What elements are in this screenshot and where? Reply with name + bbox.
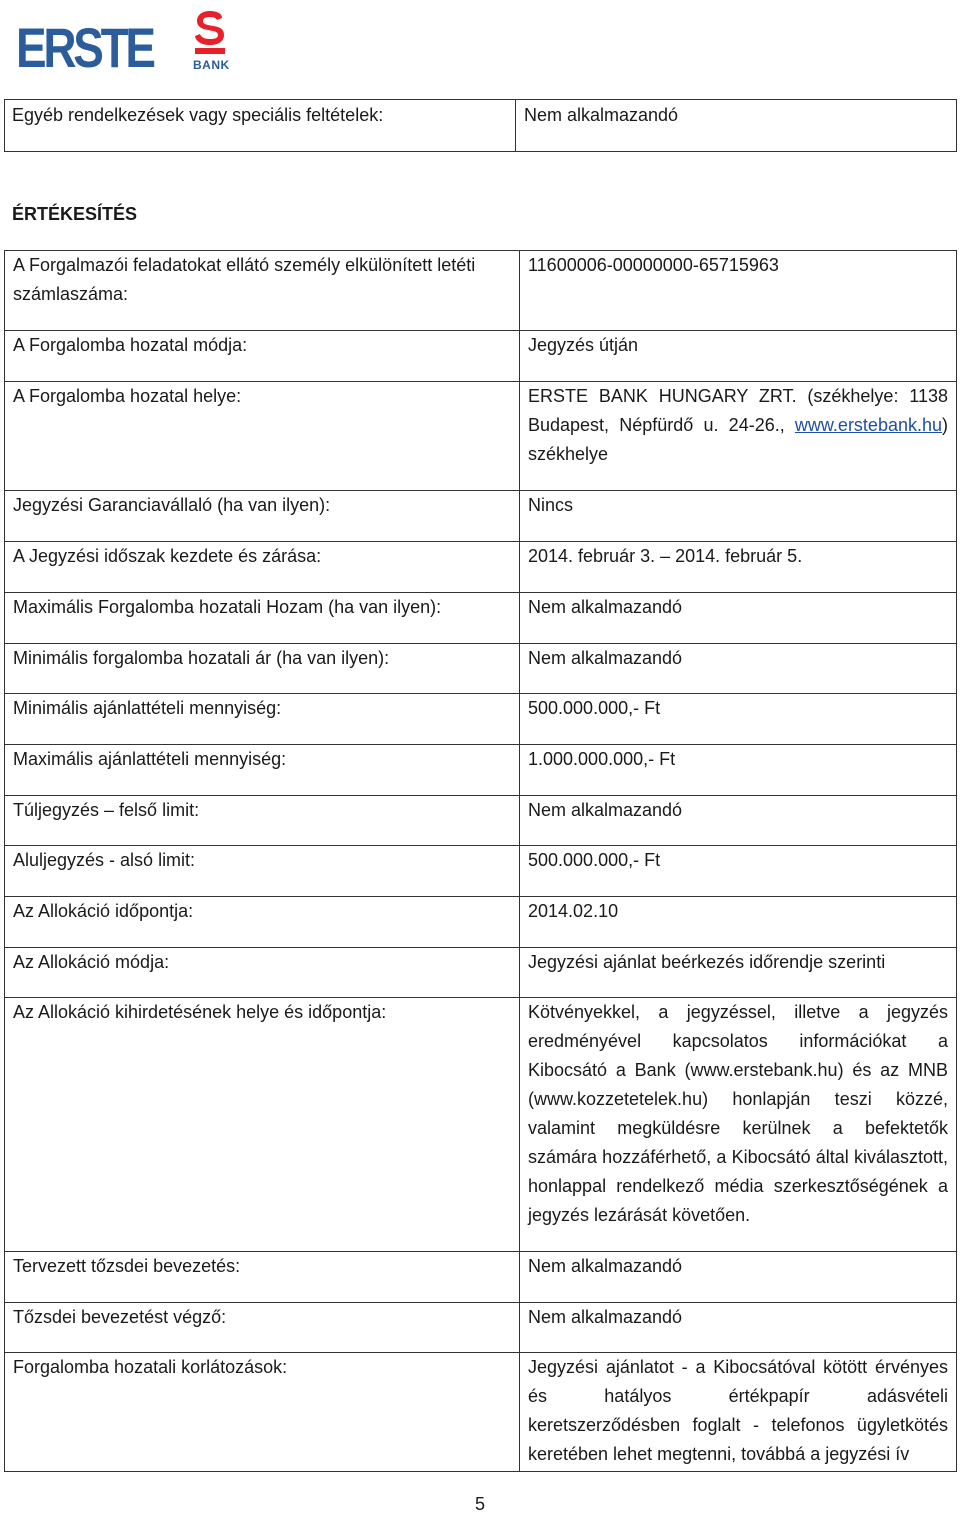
row-label: Maximális Forgalomba hozatali Hozam (ha van ilyen):: [5, 593, 520, 644]
row-value: 2014.02.10: [520, 897, 957, 948]
table-row: [5, 100, 957, 152]
logo-s-mark-icon: [186, 8, 234, 56]
table-row: [5, 846, 957, 897]
row-label: A Forgalmazói feladatokat ellátó személy elkülönített letéti számlaszáma:: [5, 251, 520, 331]
table-row: [5, 593, 957, 644]
table-row: [5, 998, 957, 1252]
row-value: Nincs: [520, 491, 957, 542]
table-row: [5, 694, 957, 745]
table-row: [5, 897, 957, 948]
logo-wordmark: ERSTE: [16, 16, 153, 79]
table-row: [5, 491, 957, 542]
row-label: Az Allokáció kihirdetésének helye és időpontja:: [5, 998, 520, 1252]
row-label: Az Allokáció módja:: [5, 948, 520, 998]
row-label: A Forgalomba hozatal módja:: [5, 331, 520, 382]
row-label: Maximális ajánlattételi mennyiség:: [5, 745, 520, 796]
row-value: Nem alkalmazandó: [520, 593, 957, 644]
section-title: ÉRTÉKESÍTÉS: [12, 204, 138, 224]
table-row: [5, 644, 957, 694]
row-value: 2014. február 3. – 2014. február 5.: [520, 542, 957, 593]
table-row: [5, 796, 957, 846]
row-label: Forgalomba hozatali korlátozások:: [5, 1353, 520, 1472]
row-value: Kötvényekkel, a jegyzéssel, illetve a jegyzés eredményével kapcsolatos információkat a Kibocsátó a Bank (www.erstebank.hu) és az MNB (www.kozzetetelek.hu) honlapján teszi közzé, valamint megküldésre kerülnek a befektetők számára hozzáférhető, a Kibocsátó által kiválasztott, honlappal rendelkező média szerkesztőségének a jegyzés lezárását követően.: [520, 998, 957, 1252]
row-value: Jegyzési ajánlatot - a Kibocsátóval kötött érvényes és hatályos értékpapír adásvételi keretszerződésben foglalt - telefonos ügyletkötés keretében lehet megtenni, továbbá a jegyzési ív: [520, 1353, 957, 1472]
table-row: [5, 1252, 957, 1303]
table-row: [5, 542, 957, 593]
row-label: Az Allokáció időpontja:: [5, 897, 520, 948]
table-row: [5, 331, 957, 382]
row-label: A Jegyzési időszak kezdete és zárása:: [5, 542, 520, 593]
logo-subtitle: BANK: [193, 58, 230, 72]
row-value: 500.000.000,- Ft: [520, 846, 957, 897]
row-value: Nem alkalmazandó: [520, 796, 957, 846]
sales-table: [4, 250, 957, 1472]
website-link[interactable]: www.erstebank.hu: [794, 415, 942, 435]
row-value: Nem alkalmazandó: [520, 644, 957, 694]
row-value: Nem alkalmazandó: [516, 100, 957, 152]
row-label: Minimális forgalomba hozatali ár (ha van ilyen):: [5, 644, 520, 694]
table-row: [5, 1353, 957, 1472]
row-label: Tőzsdei bevezetést végző:: [5, 1303, 520, 1353]
table-row: [5, 745, 957, 796]
row-label: Egyéb rendelkezések vagy speciális feltételek:: [5, 100, 516, 152]
row-value: 11600006-00000000-65715963: [520, 251, 957, 331]
row-label: Aluljegyzés - alsó limit:: [5, 846, 520, 897]
erste-bank-logo: [16, 6, 230, 79]
table-row: [5, 382, 957, 491]
page-number: 5: [474, 1494, 485, 1514]
value-text: ERSTE BANK HUNGARY ZRT. (székhelye: 1138 Budapest, Népfürdő u. 24-26.,: [528, 386, 948, 435]
row-label: A Forgalomba hozatal helye:: [5, 382, 520, 491]
row-label: Minimális ajánlattételi mennyiség:: [5, 694, 520, 745]
row-label: Jegyzési Garanciavállaló (ha van ilyen):: [5, 491, 520, 542]
row-value: 1.000.000.000,- Ft: [520, 745, 957, 796]
row-value: Jegyzési ajánlat beérkezés időrendje szerinti: [520, 948, 957, 998]
table-row: [5, 948, 957, 998]
row-value: Nem alkalmazandó: [520, 1252, 957, 1303]
table-row: [5, 1303, 957, 1353]
row-value: Nem alkalmazandó: [520, 1303, 957, 1353]
row-value: 500.000.000,- Ft: [520, 694, 957, 745]
row-label: Tervezett tőzsdei bevezetés:: [5, 1252, 520, 1303]
row-value: [520, 382, 957, 491]
row-value: Jegyzés útján: [520, 331, 957, 382]
value-text: ) székhelye: [528, 415, 948, 464]
row-label: Túljegyzés – felső limit:: [5, 796, 520, 846]
table-row: [5, 251, 957, 331]
top-conditions-table: [4, 99, 957, 152]
